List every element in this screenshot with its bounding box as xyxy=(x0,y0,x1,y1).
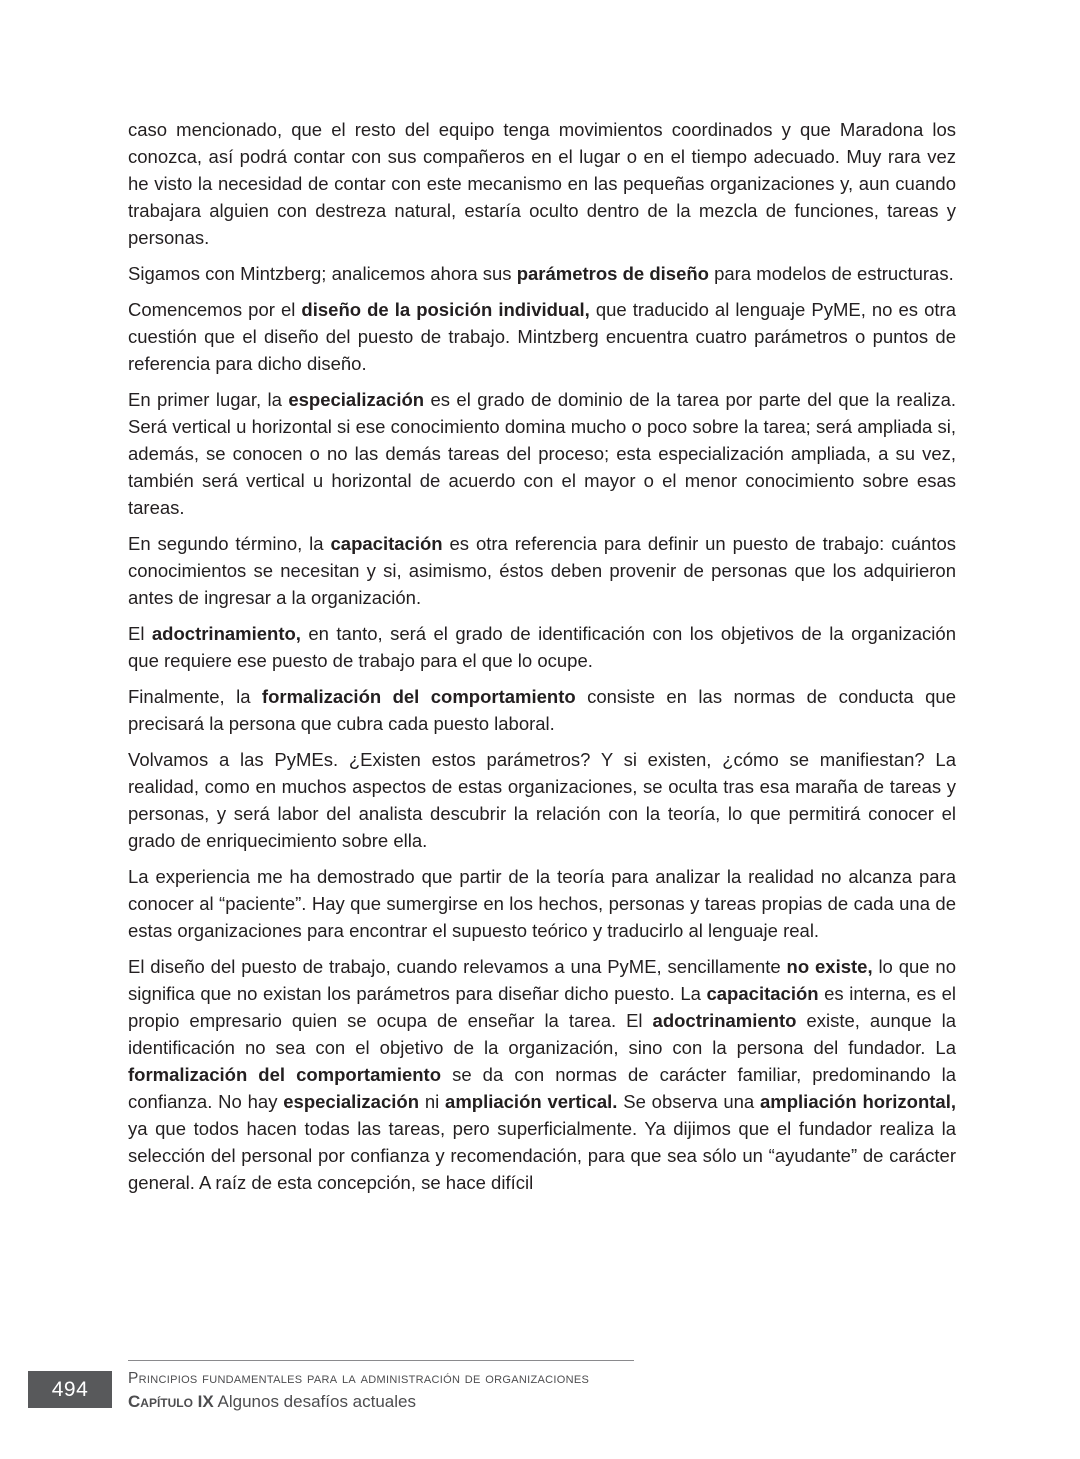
text-run: Finalmente, la xyxy=(128,686,262,707)
bold-text-run: parámetros de diseño xyxy=(516,263,709,284)
paragraph xyxy=(128,863,956,944)
text-block xyxy=(128,116,956,1205)
text-run: Se observa una xyxy=(617,1091,760,1112)
text-run: es interna, es el propio empresario quien se ocupa de enseñar la tarea. El xyxy=(128,983,956,1031)
paragraph xyxy=(128,683,956,737)
paragraph xyxy=(128,953,956,1196)
footer-divider xyxy=(128,1360,634,1361)
bold-text-run: diseño de la posición individual, xyxy=(301,299,590,320)
bold-text-run: ampliación horizontal, xyxy=(760,1091,956,1112)
text-run: lo que no significa que no existan los parámetros para diseñar dicho puesto. La xyxy=(128,956,957,1004)
text-run: En primer lugar, la xyxy=(128,389,289,410)
page-number: 494 xyxy=(51,1377,89,1401)
footer-chapter-title: Algunos desafíos actuales xyxy=(213,1392,416,1411)
bold-text-run: capacitación xyxy=(706,983,819,1004)
text-run: Volvamos a las PyMEs. ¿Existen estos parámetros? Y si existen, ¿cómo se manifiestan? La realidad, como en muchos aspectos de estas organizaciones, se oculta tras esa maraña de tareas y personas, y será labor del analista descubrir la relación con la teoría, lo que permitirá conocer el grado de enriquecimiento sobre ella. xyxy=(128,749,956,851)
paragraph xyxy=(128,116,956,251)
bold-text-run: adoctrinamiento xyxy=(652,1010,797,1031)
paragraph xyxy=(128,530,956,611)
text-run: consiste en las normas de conducta que precisará la persona que cubra cada puesto laboral. xyxy=(128,686,956,734)
bold-text-run: especialización xyxy=(283,1091,419,1112)
footer-chapter-label: Capítulo IX xyxy=(128,1392,214,1411)
paragraph xyxy=(128,386,956,521)
paragraph xyxy=(128,296,956,377)
text-run: para modelos de estructuras. xyxy=(708,263,954,284)
text-run: existe, aunque la identificación no sea con el objetivo de la organización, sino con la persona del fundador. La xyxy=(128,1010,956,1058)
text-run: La experiencia me ha demostrado que partir de la teoría para analizar la realidad no alcanza para conocer al “paciente”. Hay que sumergirse en los hechos, personas y tareas propias de cada una de estas organizaciones para encontrar el supuesto teórico y traducirlo al lenguaje real. xyxy=(128,866,956,941)
text-run: se da con normas de carácter familiar, predominando la confianza. No hay xyxy=(128,1064,957,1112)
text-run: es el grado de dominio de la tarea por parte del que la realiza. Será vertical u horizontal si ese conocimiento domina mucho o poco sobre la tarea; será ampliada si, además, se conocen o no las demás tareas del proceso; esta especialización ampliada, a su vez, también será vertical u horizontal de acuerdo con el mayor o el menor conocimiento sobre esas tareas. xyxy=(128,389,956,518)
text-run: ya que todos hacen todas las tareas, pero superficialmente. Ya dijimos que el fundador realiza la selección del personal por confianza y recomendación, para que sea sólo un “ayudante” de carácter general. A raíz de esta concepción, se hace difícil xyxy=(128,1118,956,1193)
paragraph xyxy=(128,620,956,674)
paragraph xyxy=(128,260,956,287)
bold-text-run: formalización del comportamiento xyxy=(261,686,576,707)
text-run: caso mencionado, que el resto del equipo tenga movimientos coordinados y que Maradona los conozca, así podrá contar con sus compañeros en el lugar o en el tiempo adecuado. Muy rara vez he visto la necesidad de contar con este mecanismo en las pequeñas organizaciones y, aun cuando trabajara alguien con destreza natural, estaría oculto dentro de la mezcla de funciones, tareas y personas. xyxy=(128,119,956,248)
page-number-badge xyxy=(28,1371,112,1408)
bold-text-run: ampliación vertical. xyxy=(445,1091,618,1112)
bold-text-run: adoctrinamiento, xyxy=(151,623,301,644)
footer-book-title: Principios fundamentales para la administración de organizaciones xyxy=(128,1370,590,1387)
bold-text-run: especialización xyxy=(288,389,425,410)
paragraph xyxy=(128,746,956,854)
bold-text-run: no existe, xyxy=(786,956,873,977)
text-run: El xyxy=(128,623,152,644)
text-run: ni xyxy=(419,1091,446,1112)
text-run: Sigamos con Mintzberg; analicemos ahora sus xyxy=(128,263,517,284)
text-run: en tanto, será el grado de identificación con los objetivos de la organización que requiere ese puesto de trabajo para el que lo ocupe. xyxy=(128,623,956,671)
footer-chapter-line xyxy=(128,1390,828,1413)
page-footer xyxy=(128,1368,828,1413)
text-run: que traducido al lenguaje PyME, no es otra cuestión que el diseño del puesto de trabajo. Mintzberg encuentra cuatro parámetros o puntos de referencia para dicho diseño. xyxy=(128,299,956,374)
text-run: Comencemos por el xyxy=(128,299,302,320)
text-run: En segundo término, la xyxy=(128,533,331,554)
text-run: El diseño del puesto de trabajo, cuando relevamos a una PyME, sencillamente xyxy=(128,956,787,977)
text-run: es otra referencia para definir un puesto de trabajo: cuántos conocimientos se necesitan y si, asimismo, éstos deben provenir de personas que los adquirieron antes de ingresar a la organización. xyxy=(128,533,956,608)
bold-text-run: formalización del comportamiento xyxy=(128,1064,442,1085)
bold-text-run: capacitación xyxy=(330,533,443,554)
